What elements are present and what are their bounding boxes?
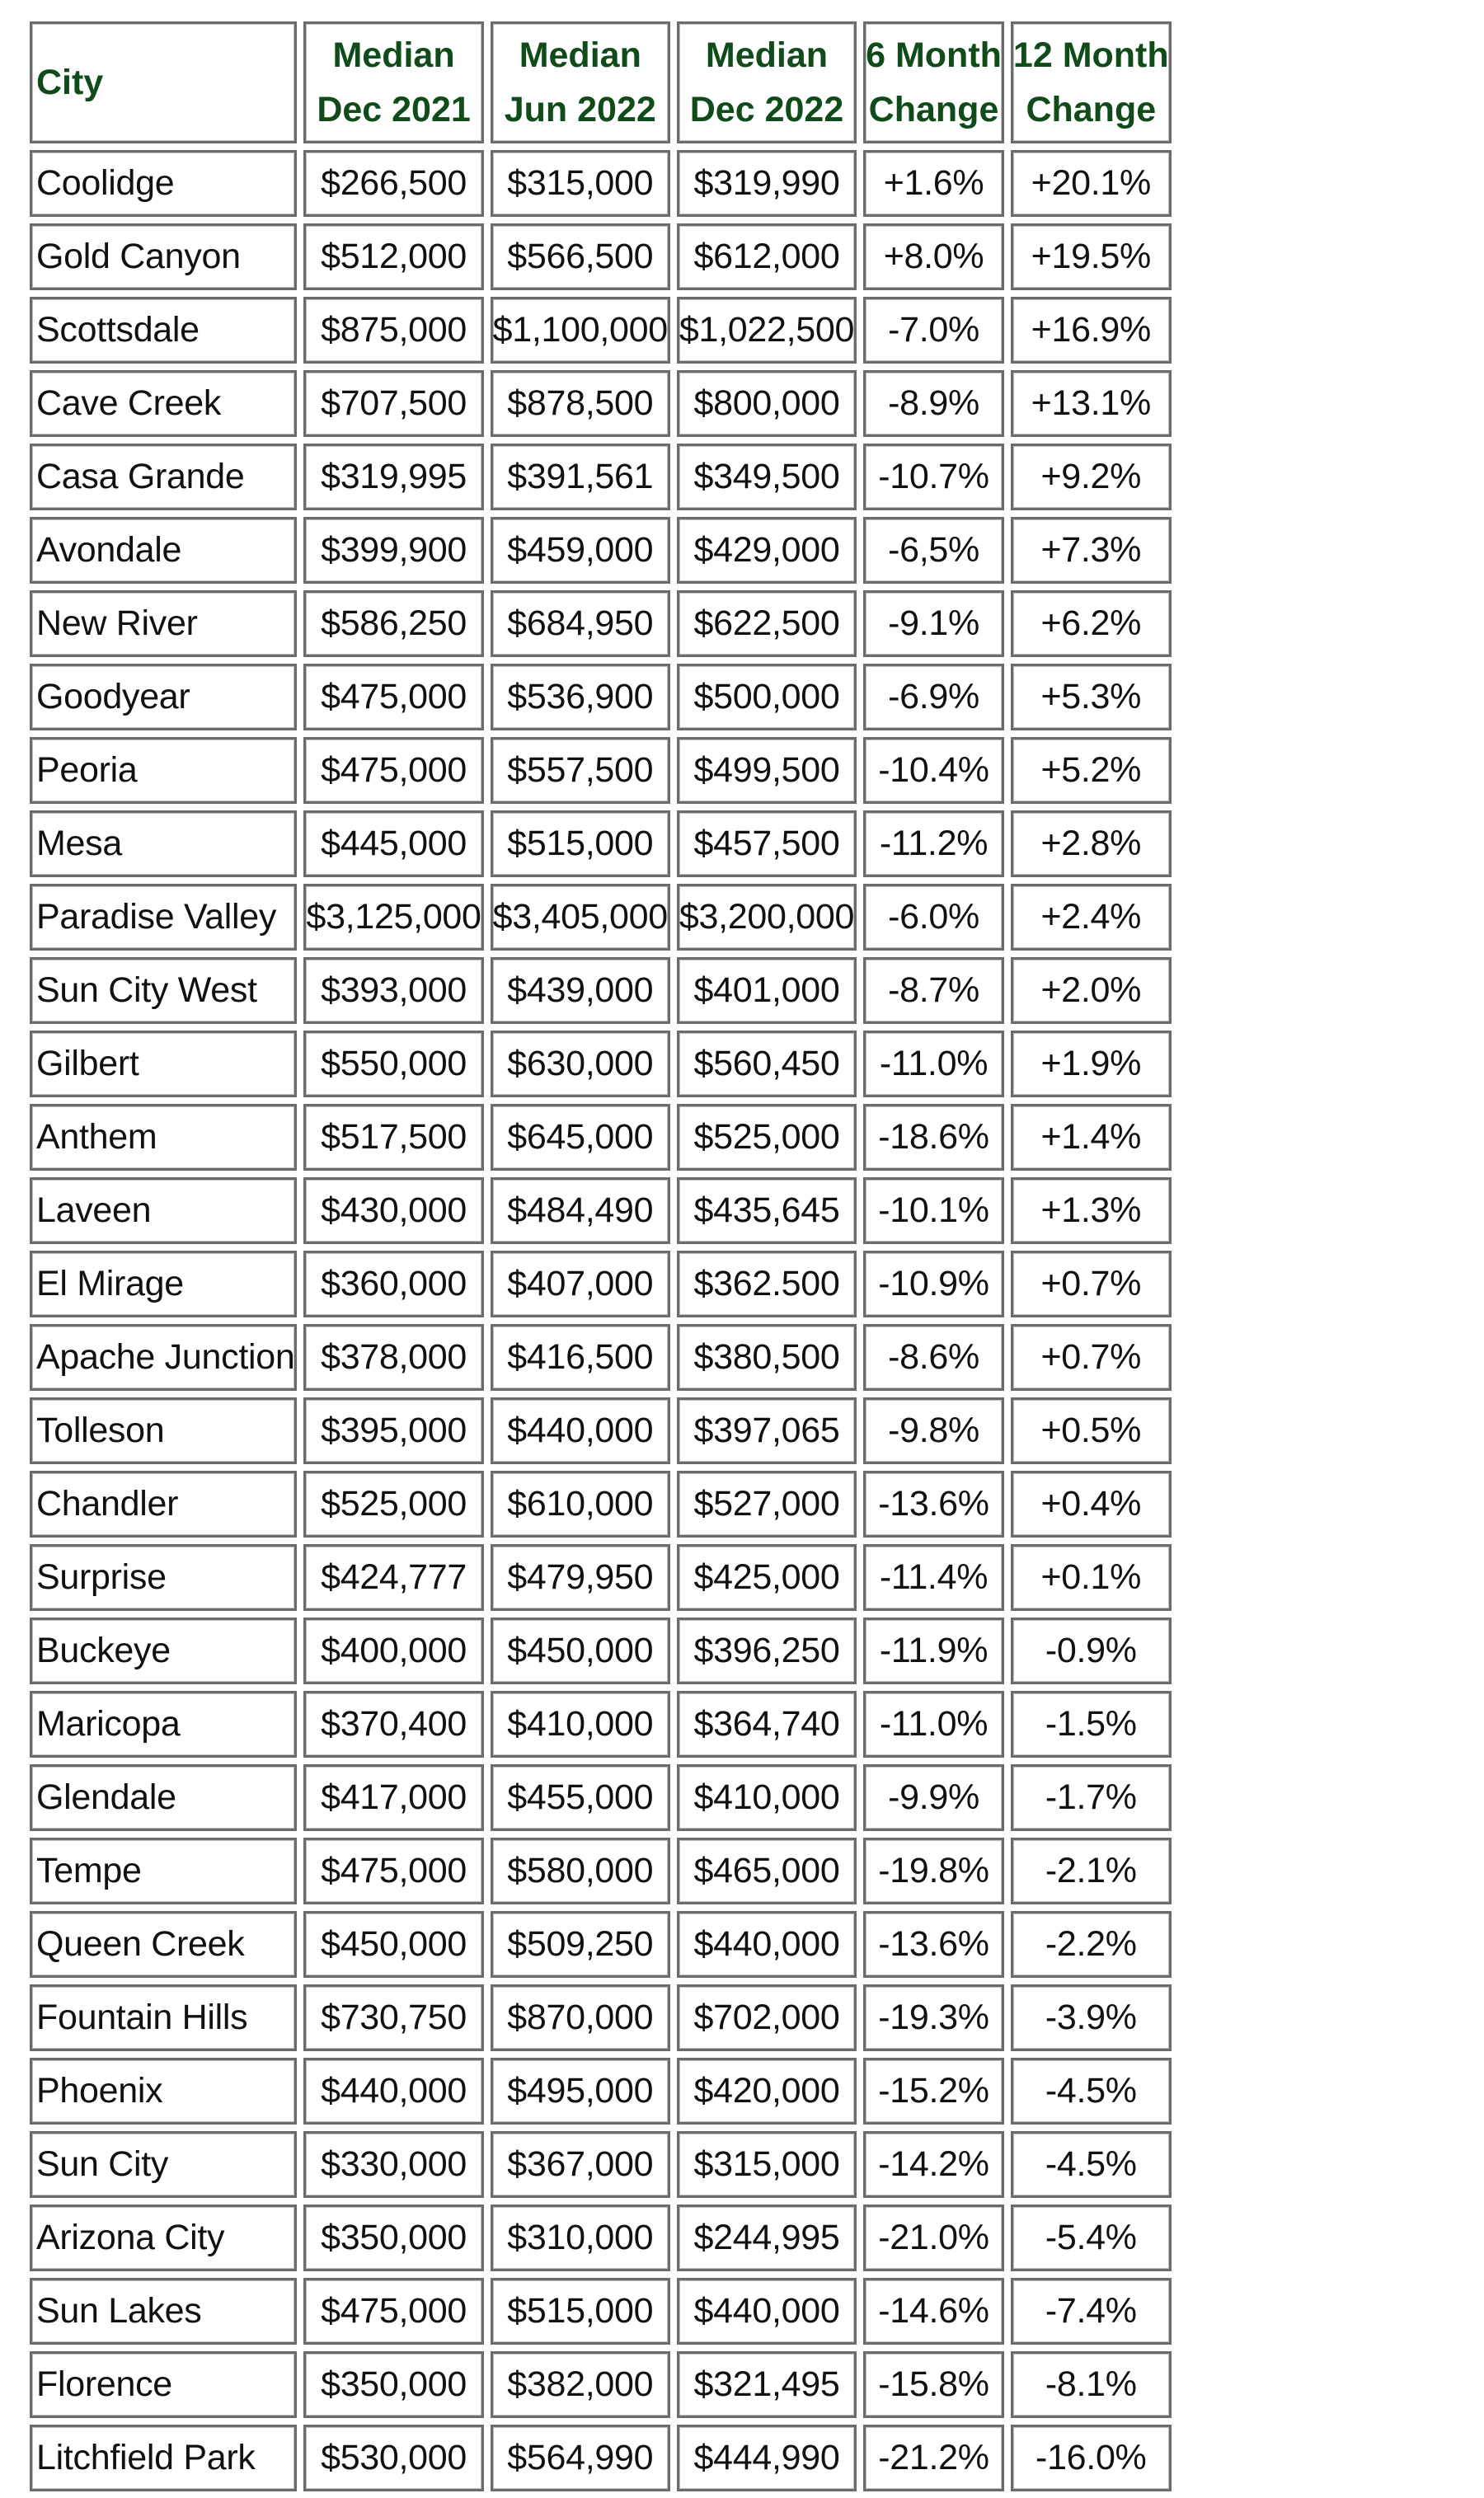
cell-city: Fountain Hills [30, 1984, 297, 2051]
cell-twelve-month-change: +0.1% [1011, 1544, 1172, 1611]
table-row [30, 1251, 1172, 1317]
cell-median-dec-2022: $397,065 [677, 1397, 857, 1464]
cell-city: Gilbert [30, 1031, 297, 1097]
header-line-1: Median [332, 35, 455, 75]
cell-city: Florence [30, 2351, 297, 2418]
cell-median-jun-2022: $509,250 [491, 1911, 670, 1978]
table-row [30, 150, 1172, 217]
cell-median-dec-2021: $350,000 [303, 2351, 483, 2418]
cell-median-jun-2022: $878,500 [491, 370, 670, 437]
cell-six-month-change: -8.9% [863, 370, 1004, 437]
cell-twelve-month-change: +7.3% [1011, 517, 1172, 584]
table-row [30, 517, 1172, 584]
cell-median-jun-2022: $455,000 [491, 1764, 670, 1831]
cell-six-month-change: -14.2% [863, 2131, 1004, 2198]
cell-median-dec-2022: $315,000 [677, 2131, 857, 2198]
table-row [30, 297, 1172, 364]
cell-median-jun-2022: $391,561 [491, 444, 670, 510]
cell-six-month-change: -10.4% [863, 737, 1004, 804]
cell-six-month-change: -11.9% [863, 1618, 1004, 1684]
table-row [30, 1324, 1172, 1391]
cell-median-dec-2022: $425,000 [677, 1544, 857, 1611]
cell-median-jun-2022: $515,000 [491, 810, 670, 877]
cell-median-dec-2021: $393,000 [303, 957, 483, 1024]
cell-city: Tempe [30, 1838, 297, 1904]
cell-median-dec-2022: $500,000 [677, 664, 857, 730]
header-median-dec-2021 [303, 21, 483, 143]
cell-median-jun-2022: $515,000 [491, 2278, 670, 2345]
cell-six-month-change: -13.6% [863, 1911, 1004, 1978]
cell-median-jun-2022: $495,000 [491, 2058, 670, 2125]
cell-city: Goodyear [30, 664, 297, 730]
table-row [30, 2278, 1172, 2345]
cell-city: Paradise Valley [30, 884, 297, 951]
cell-twelve-month-change: +16.9% [1011, 297, 1172, 364]
cell-city: New River [30, 590, 297, 657]
table-row [30, 810, 1172, 877]
cell-city: Surprise [30, 1544, 297, 1611]
cell-median-dec-2021: $3,125,000 [303, 884, 483, 951]
cell-median-dec-2021: $399,900 [303, 517, 483, 584]
cell-six-month-change: -10.1% [863, 1177, 1004, 1244]
cell-median-jun-2022: $440,000 [491, 1397, 670, 1464]
cell-six-month-change: -15.8% [863, 2351, 1004, 2418]
cell-twelve-month-change: +1.9% [1011, 1031, 1172, 1097]
table-row [30, 2058, 1172, 2125]
cell-median-dec-2021: $525,000 [303, 1471, 483, 1538]
cell-twelve-month-change: -8.1% [1011, 2351, 1172, 2418]
cell-median-dec-2022: $410,000 [677, 1764, 857, 1831]
header-12-month-change [1011, 21, 1172, 143]
cell-twelve-month-change: +19.5% [1011, 223, 1172, 290]
cell-median-dec-2022: $3,200,000 [677, 884, 857, 951]
table-row [30, 1764, 1172, 1831]
table-row [30, 1618, 1172, 1684]
cell-median-dec-2022: $457,500 [677, 810, 857, 877]
header-line-2: Change [1026, 90, 1157, 129]
cell-median-dec-2021: $450,000 [303, 1911, 483, 1978]
cell-city: Apache Junction [30, 1324, 297, 1391]
cell-median-dec-2022: $800,000 [677, 370, 857, 437]
table-row [30, 957, 1172, 1024]
cell-twelve-month-change: +5.2% [1011, 737, 1172, 804]
cell-median-dec-2021: $875,000 [303, 297, 483, 364]
cell-median-dec-2021: $370,400 [303, 1691, 483, 1758]
cell-city: Sun City West [30, 957, 297, 1024]
cell-six-month-change: -19.3% [863, 1984, 1004, 2051]
cell-median-jun-2022: $439,000 [491, 957, 670, 1024]
cell-median-dec-2022: $440,000 [677, 1911, 857, 1978]
cell-median-dec-2021: $512,000 [303, 223, 483, 290]
cell-city: Casa Grande [30, 444, 297, 510]
cell-median-dec-2022: $560,450 [677, 1031, 857, 1097]
cell-city: Scottsdale [30, 297, 297, 364]
cell-six-month-change: -9.9% [863, 1764, 1004, 1831]
cell-six-month-change: -6,5% [863, 517, 1004, 584]
cell-median-dec-2022: $435,645 [677, 1177, 857, 1244]
cell-twelve-month-change: +1.4% [1011, 1104, 1172, 1171]
cell-twelve-month-change: -1.7% [1011, 1764, 1172, 1831]
cell-median-jun-2022: $610,000 [491, 1471, 670, 1538]
cell-twelve-month-change: -3.9% [1011, 1984, 1172, 2051]
cell-median-dec-2021: $378,000 [303, 1324, 483, 1391]
cell-twelve-month-change: +0.7% [1011, 1251, 1172, 1317]
cell-median-jun-2022: $1,100,000 [491, 297, 670, 364]
cell-median-dec-2022: $1,022,500 [677, 297, 857, 364]
header-line-1: Median [519, 35, 641, 75]
cell-median-dec-2021: $586,250 [303, 590, 483, 657]
cell-median-jun-2022: $315,000 [491, 150, 670, 217]
cell-median-dec-2022: $525,000 [677, 1104, 857, 1171]
cell-six-month-change: -11.0% [863, 1031, 1004, 1097]
cell-median-jun-2022: $566,500 [491, 223, 670, 290]
header-line-2: Dec 2022 [689, 90, 844, 129]
cell-twelve-month-change: -2.1% [1011, 1838, 1172, 1904]
table-row [30, 1471, 1172, 1538]
cell-twelve-month-change: -7.4% [1011, 2278, 1172, 2345]
cell-six-month-change: -10.9% [863, 1251, 1004, 1317]
table-row [30, 370, 1172, 437]
cell-city: Litchfield Park [30, 2425, 297, 2491]
cell-median-dec-2021: $417,000 [303, 1764, 483, 1831]
cell-median-dec-2022: $364,740 [677, 1691, 857, 1758]
cell-median-dec-2022: $527,000 [677, 1471, 857, 1538]
cell-median-dec-2022: $244,995 [677, 2205, 857, 2271]
cell-city: Coolidge [30, 150, 297, 217]
cell-twelve-month-change: +0.7% [1011, 1324, 1172, 1391]
cell-median-dec-2022: $440,000 [677, 2278, 857, 2345]
cell-median-dec-2021: $395,000 [303, 1397, 483, 1464]
table-row [30, 223, 1172, 290]
cell-six-month-change: -19.8% [863, 1838, 1004, 1904]
cell-median-dec-2021: $266,500 [303, 150, 483, 217]
cell-six-month-change: +1.6% [863, 150, 1004, 217]
cell-median-dec-2022: $429,000 [677, 517, 857, 584]
header-median-jun-2022 [491, 21, 670, 143]
table-row [30, 1691, 1172, 1758]
header-line-2: Change [868, 90, 999, 129]
cell-median-jun-2022: $367,000 [491, 2131, 670, 2198]
cell-six-month-change: -6.0% [863, 884, 1004, 951]
cell-median-jun-2022: $630,000 [491, 1031, 670, 1097]
table-row [30, 1984, 1172, 2051]
cell-city: Tolleson [30, 1397, 297, 1464]
cell-median-dec-2021: $430,000 [303, 1177, 483, 1244]
cell-median-jun-2022: $459,000 [491, 517, 670, 584]
cell-city: Anthem [30, 1104, 297, 1171]
cell-six-month-change: -13.6% [863, 1471, 1004, 1538]
cell-city: Gold Canyon [30, 223, 297, 290]
table-row [30, 1177, 1172, 1244]
table-row [30, 2205, 1172, 2271]
cell-city: Laveen [30, 1177, 297, 1244]
cell-median-jun-2022: $870,000 [491, 1984, 670, 2051]
cell-median-dec-2021: $475,000 [303, 737, 483, 804]
cell-twelve-month-change: -4.5% [1011, 2058, 1172, 2125]
header-row [30, 21, 1172, 143]
cell-median-jun-2022: $557,500 [491, 737, 670, 804]
cell-six-month-change: -21.2% [863, 2425, 1004, 2491]
header-city [30, 21, 297, 143]
cell-six-month-change: -7.0% [863, 297, 1004, 364]
cell-twelve-month-change: -16.0% [1011, 2425, 1172, 2491]
cell-six-month-change: -21.0% [863, 2205, 1004, 2271]
cell-city: Avondale [30, 517, 297, 584]
cell-city: Arizona City [30, 2205, 297, 2271]
median-price-table [23, 15, 1178, 2498]
cell-median-dec-2022: $319,990 [677, 150, 857, 217]
cell-city: Buckeye [30, 1618, 297, 1684]
cell-twelve-month-change: +2.4% [1011, 884, 1172, 951]
cell-median-dec-2021: $440,000 [303, 2058, 483, 2125]
cell-city: Sun Lakes [30, 2278, 297, 2345]
cell-median-jun-2022: $479,950 [491, 1544, 670, 1611]
cell-median-dec-2022: $420,000 [677, 2058, 857, 2125]
table-row [30, 737, 1172, 804]
cell-twelve-month-change: -2.2% [1011, 1911, 1172, 1978]
cell-median-dec-2021: $424,777 [303, 1544, 483, 1611]
cell-city: Sun City [30, 2131, 297, 2198]
cell-median-jun-2022: $382,000 [491, 2351, 670, 2418]
cell-six-month-change: -18.6% [863, 1104, 1004, 1171]
cell-median-dec-2022: $622,500 [677, 590, 857, 657]
cell-median-jun-2022: $410,000 [491, 1691, 670, 1758]
cell-median-dec-2022: $444,990 [677, 2425, 857, 2491]
cell-twelve-month-change: +0.5% [1011, 1397, 1172, 1464]
cell-median-dec-2022: $349,500 [677, 444, 857, 510]
cell-twelve-month-change: +9.2% [1011, 444, 1172, 510]
cell-six-month-change: -8.7% [863, 957, 1004, 1024]
cell-twelve-month-change: +5.3% [1011, 664, 1172, 730]
cell-median-jun-2022: $484,490 [491, 1177, 670, 1244]
cell-twelve-month-change: +1.3% [1011, 1177, 1172, 1244]
cell-median-dec-2021: $517,500 [303, 1104, 483, 1171]
cell-median-dec-2021: $530,000 [303, 2425, 483, 2491]
table-row [30, 884, 1172, 951]
cell-median-dec-2021: $330,000 [303, 2131, 483, 2198]
cell-median-dec-2022: $499,500 [677, 737, 857, 804]
cell-six-month-change: -14.6% [863, 2278, 1004, 2345]
cell-median-dec-2021: $445,000 [303, 810, 483, 877]
cell-median-dec-2022: $465,000 [677, 1838, 857, 1904]
header-line-1: 12 Month [1012, 35, 1169, 75]
cell-median-jun-2022: $416,500 [491, 1324, 670, 1391]
cell-twelve-month-change: +13.1% [1011, 370, 1172, 437]
cell-twelve-month-change: -1.5% [1011, 1691, 1172, 1758]
header-city-label: City [36, 63, 104, 102]
cell-twelve-month-change: +20.1% [1011, 150, 1172, 217]
cell-median-jun-2022: $310,000 [491, 2205, 670, 2271]
table-row [30, 444, 1172, 510]
table-row [30, 1104, 1172, 1171]
cell-twelve-month-change: +2.8% [1011, 810, 1172, 877]
table-row [30, 1031, 1172, 1097]
table-row [30, 2131, 1172, 2198]
table-row [30, 1397, 1172, 1464]
cell-median-dec-2021: $707,500 [303, 370, 483, 437]
cell-city: Chandler [30, 1471, 297, 1538]
cell-six-month-change: -6.9% [863, 664, 1004, 730]
table-row [30, 2425, 1172, 2491]
header-median-dec-2022 [677, 21, 857, 143]
cell-six-month-change: -11.4% [863, 1544, 1004, 1611]
cell-six-month-change: -11.0% [863, 1691, 1004, 1758]
cell-median-dec-2021: $350,000 [303, 2205, 483, 2271]
cell-median-jun-2022: $407,000 [491, 1251, 670, 1317]
header-line-1: Median [705, 35, 829, 75]
cell-twelve-month-change: -4.5% [1011, 2131, 1172, 2198]
cell-median-dec-2022: $612,000 [677, 223, 857, 290]
cell-city: Cave Creek [30, 370, 297, 437]
cell-median-dec-2022: $396,250 [677, 1618, 857, 1684]
cell-six-month-change: -8.6% [863, 1324, 1004, 1391]
cell-median-jun-2022: $3,405,000 [491, 884, 670, 951]
cell-twelve-month-change: -0.9% [1011, 1618, 1172, 1684]
cell-median-dec-2022: $702,000 [677, 1984, 857, 2051]
cell-six-month-change: -15.2% [863, 2058, 1004, 2125]
cell-median-dec-2021: $475,000 [303, 664, 483, 730]
cell-median-dec-2022: $380,500 [677, 1324, 857, 1391]
cell-twelve-month-change: +6.2% [1011, 590, 1172, 657]
cell-median-dec-2021: $550,000 [303, 1031, 483, 1097]
table-body [30, 150, 1172, 2491]
cell-median-jun-2022: $536,900 [491, 664, 670, 730]
cell-median-dec-2021: $319,995 [303, 444, 483, 510]
cell-median-dec-2021: $360,000 [303, 1251, 483, 1317]
header-6-month-change [863, 21, 1004, 143]
cell-median-jun-2022: $645,000 [491, 1104, 670, 1171]
cell-median-dec-2022: $401,000 [677, 957, 857, 1024]
cell-city: Glendale [30, 1764, 297, 1831]
cell-six-month-change: +8.0% [863, 223, 1004, 290]
table-row [30, 2351, 1172, 2418]
header-line-2: Jun 2022 [504, 90, 656, 129]
cell-city: Peoria [30, 737, 297, 804]
cell-six-month-change: -9.1% [863, 590, 1004, 657]
cell-median-dec-2021: $475,000 [303, 1838, 483, 1904]
cell-city: El Mirage [30, 1251, 297, 1317]
cell-twelve-month-change: -5.4% [1011, 2205, 1172, 2271]
cell-six-month-change: -10.7% [863, 444, 1004, 510]
cell-city: Phoenix [30, 2058, 297, 2125]
table-row [30, 1544, 1172, 1611]
cell-median-dec-2022: $362.500 [677, 1251, 857, 1317]
table-row [30, 1911, 1172, 1978]
table-row [30, 1838, 1172, 1904]
cell-median-dec-2021: $730,750 [303, 1984, 483, 2051]
cell-city: Queen Creek [30, 1911, 297, 1978]
cell-median-dec-2021: $475,000 [303, 2278, 483, 2345]
cell-median-jun-2022: $580,000 [491, 1838, 670, 1904]
cell-median-jun-2022: $684,950 [491, 590, 670, 657]
cell-median-dec-2022: $321,495 [677, 2351, 857, 2418]
header-line-2: Dec 2021 [317, 90, 471, 129]
cell-six-month-change: -11.2% [863, 810, 1004, 877]
cell-city: Maricopa [30, 1691, 297, 1758]
cell-city: Mesa [30, 810, 297, 877]
table-row [30, 590, 1172, 657]
table-row [30, 664, 1172, 730]
cell-median-dec-2021: $400,000 [303, 1618, 483, 1684]
cell-twelve-month-change: +0.4% [1011, 1471, 1172, 1538]
cell-median-jun-2022: $450,000 [491, 1618, 670, 1684]
header-line-1: 6 Month [866, 35, 1002, 75]
cell-twelve-month-change: +2.0% [1011, 957, 1172, 1024]
cell-median-jun-2022: $564,990 [491, 2425, 670, 2491]
median-price-table-container [23, 15, 1178, 2498]
cell-six-month-change: -9.8% [863, 1397, 1004, 1464]
